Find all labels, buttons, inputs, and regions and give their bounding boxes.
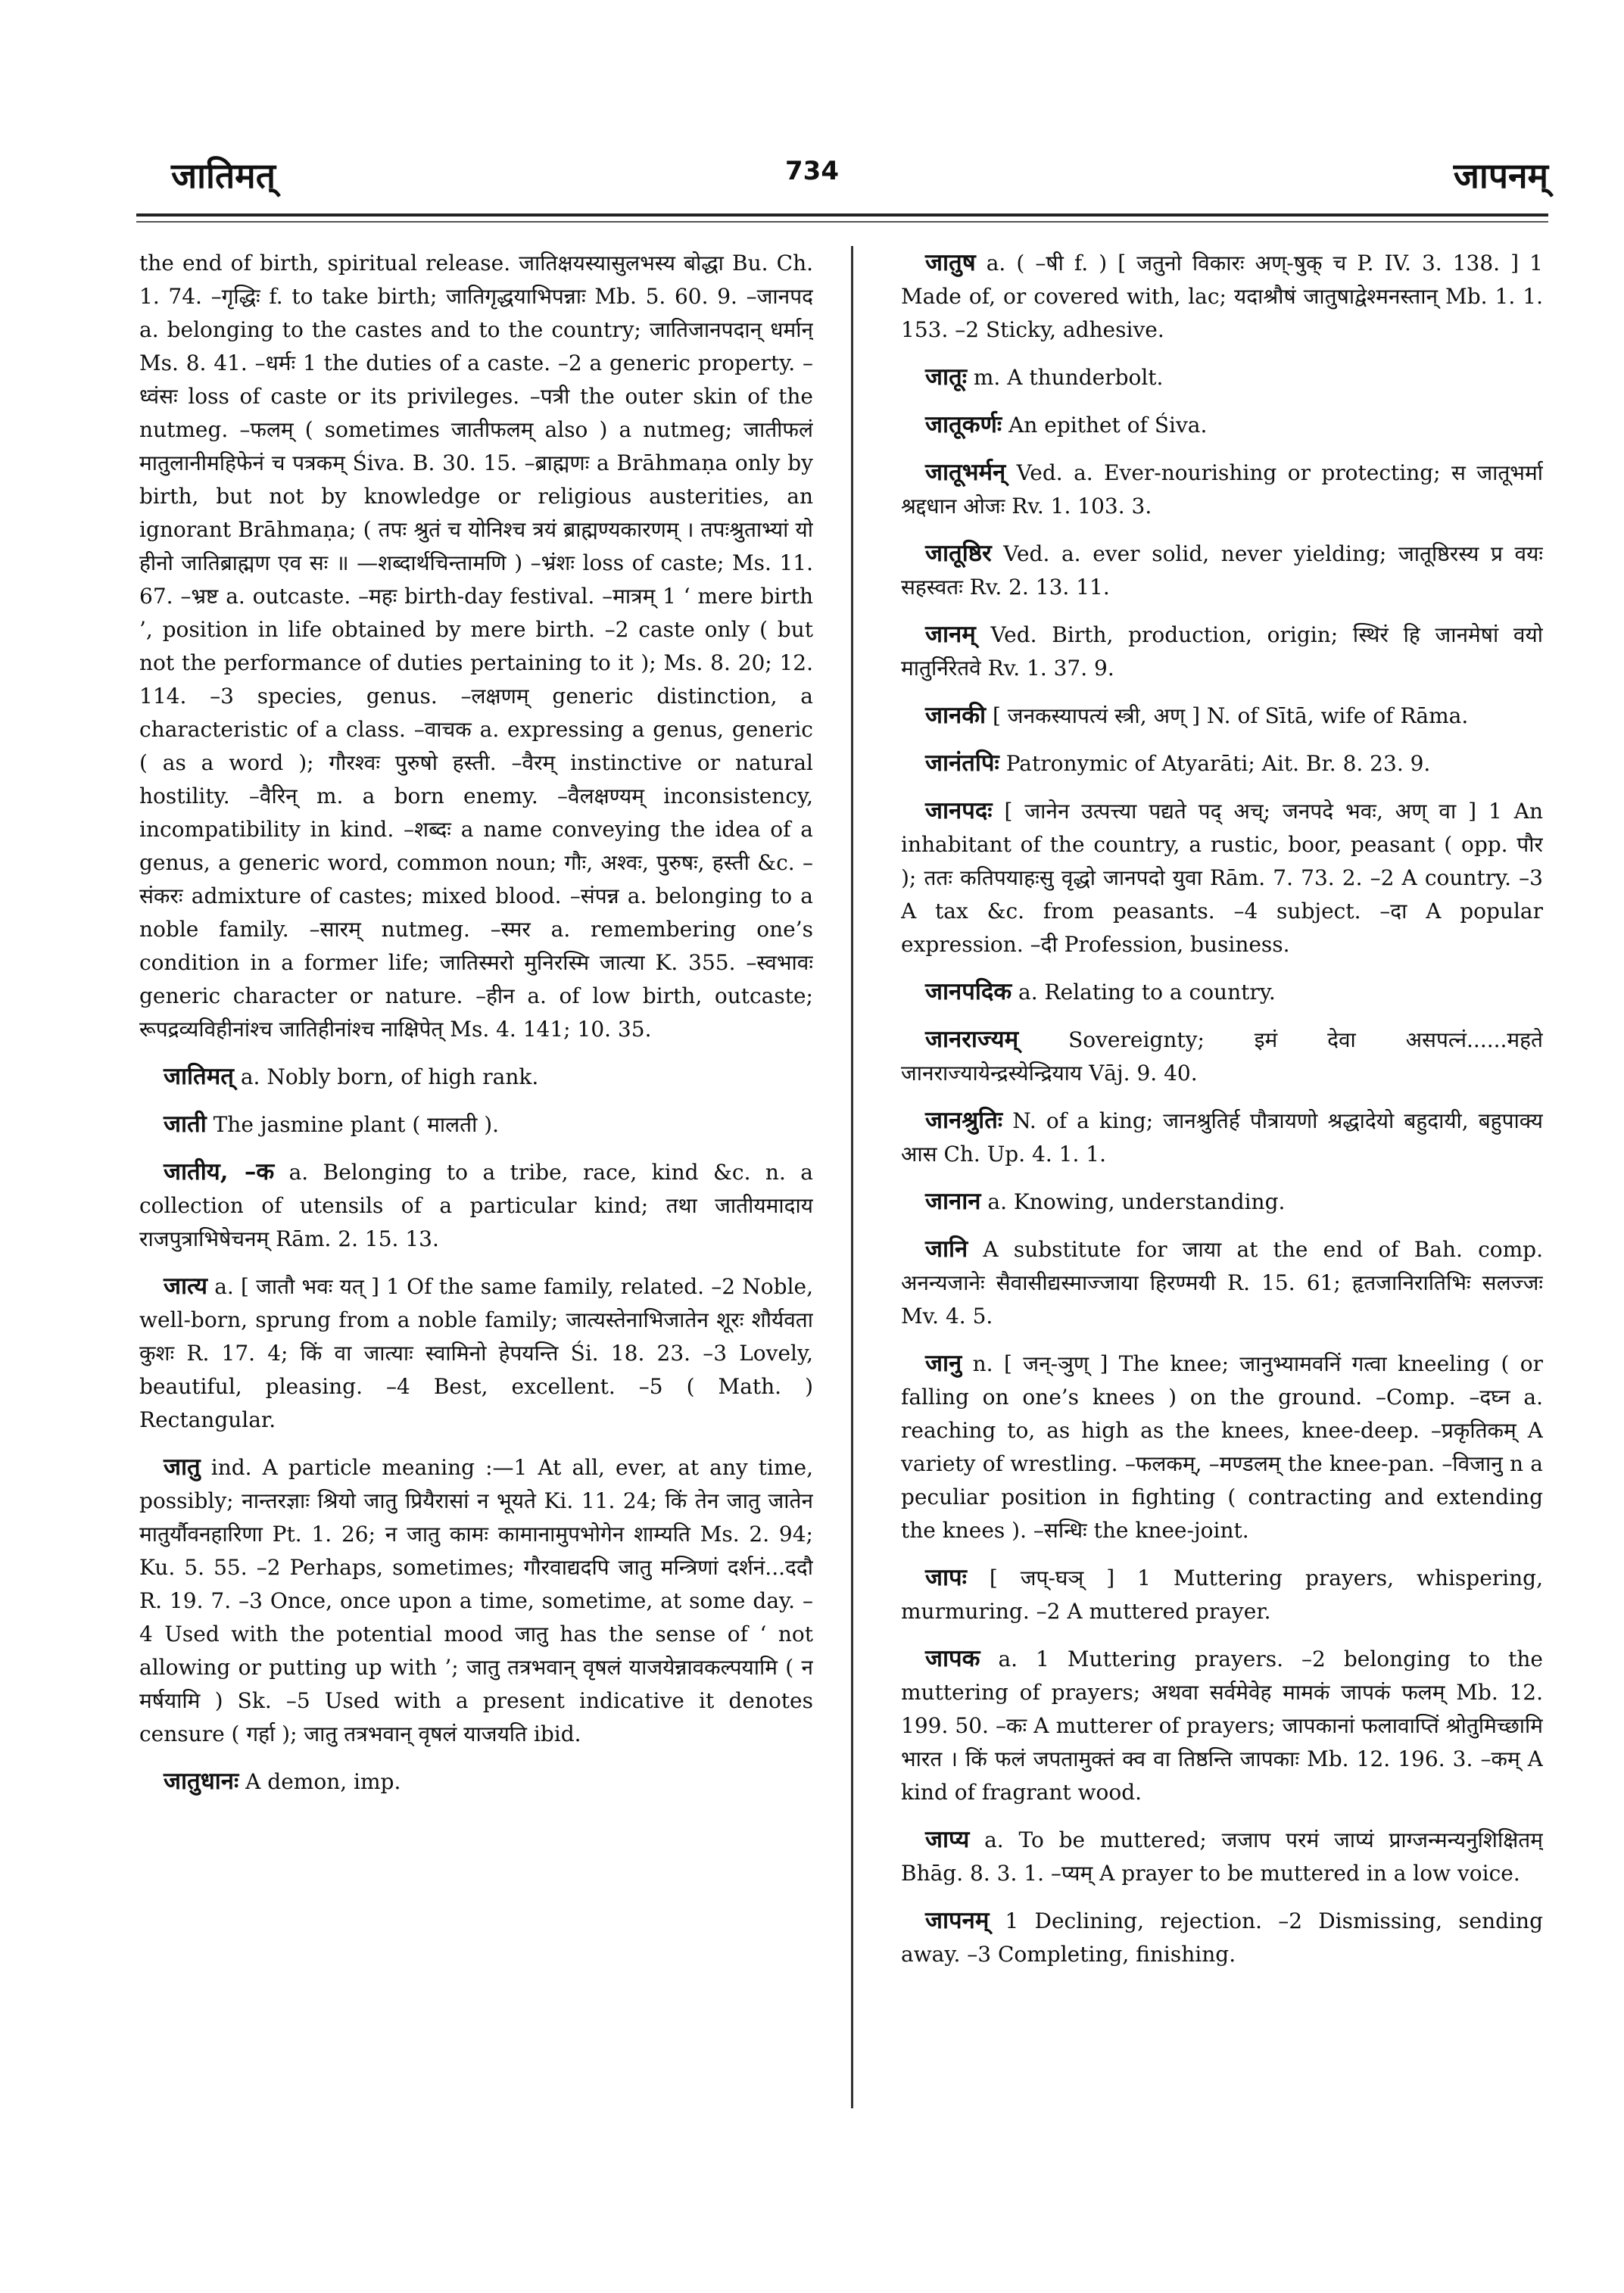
headword: जातु — [164, 1453, 201, 1481]
entry-text: a. Nobly born, of high rank. — [233, 1064, 539, 1089]
entry-text: [ जप्-घञ् ] 1 Muttering prayers, whispering, murmuring. –2 A muttered prayer. — [901, 1566, 1543, 1624]
entry-text: a. ( –षी f. ) [ जतुनो विकारः अण्-षुक् च P. IV. 3. 138. ] 1 Made of, or covered with, lac; यदाश्रौषं जातुषाद्वेश्मनस्तान् Mb. 1. 1. 153. –2 Sticky, adhesive. — [901, 251, 1543, 342]
entry — [139, 1108, 813, 1142]
entry — [139, 1765, 813, 1799]
headword: जानान — [925, 1188, 981, 1215]
entry — [901, 746, 1543, 780]
headword: जानपदिक — [925, 978, 1012, 1005]
entry — [901, 408, 1543, 442]
headword: जातुष — [925, 249, 976, 276]
entry-text: The jasmine plant ( मालती ). — [206, 1112, 500, 1137]
entry — [901, 1023, 1543, 1090]
guide-word-left: जातिमत् — [171, 155, 276, 196]
entry-text: An epithet of Śiva. — [1002, 413, 1208, 438]
entry-text: Ved. Birth, production, origin; स्थिरं हि जानमेषां वयो मातुर्निरेतवे Rv. 1. 37. 9. — [901, 622, 1543, 681]
left-column — [139, 246, 813, 2267]
entry — [901, 1104, 1543, 1171]
entry-text: 1 Declining, rejection. –2 Dismissing, sending away. –3 Completing, finishing. — [901, 1908, 1543, 1967]
entry — [139, 246, 813, 1046]
entry-text: ind. A particle meaning :—1 At all, ever, at any time, possibly; नान्तरज्ञाः श्रियो जातु प्रियैरासां न भूयते Ki. 11. 24; किं तेन जातु जातेन मातुर्यौवनहारिणा Pt. 1. 26; न जातु कामः कामानामुपभोगेन शाम्यति Ms. 2. 94; Ku. 5. 55. –2 Perhaps, sometimes; गौरवाद्यदपि जातु मन्त्रिणां दर्शनं...ददौ R. 19. 7. –3 Once, once upon a time, sometime, at some day. –4 Used with the potential mood जातु has the sense of ‘ not allowing or putting up with ’; जातु तत्रभवान् वृषलं याजयेन्नावकल्पयामि ( न मर्षयामि ) Sk. –5 Used with a present indicative it denotes censure ( गर्हा ); जातु तत्रभवान् वृषलं याजयति ibid. — [139, 1455, 813, 1746]
headword: जानि — [925, 1235, 968, 1263]
entry-text: Ved. a. ever solid, never yielding; जातूष्ठिरस्य प्र वयः सहस्वतः Rv. 2. 13. 11. — [901, 541, 1543, 600]
headword: जातूभर्मन् — [925, 459, 1006, 486]
entry-text: a. [ जातौ भवः यत् ] 1 Of the same family, related. –2 Noble, well-born, sprung from a noble family; जात्यस्तेनाभिजातेन शूरः शौर्यवता कुशः R. 17. 4; किं वा जात्याः स्वामिनो हेपयन्ति Śi. 18. 23. –3 Lovely, beautiful, pleasing. –4 Best, excellent. –5 ( Math. ) Rectangular. — [139, 1274, 813, 1432]
header-rule — [136, 213, 1548, 217]
entry — [901, 1642, 1543, 1809]
entry — [901, 618, 1543, 685]
headword: जानपदः — [925, 797, 993, 824]
entry-text: A demon, imp. — [238, 1769, 401, 1794]
entry-text: a. 1 Muttering prayers. –2 belonging to the muttering of prayers; अथवा सर्वमेवेह मामकं जापकं फलम् Mb. 12. 199. 50. –कः A mutterer of prayers; जापकानां फलावाप्तिं श्रोतुमिच्छामि भारत । किं फलं जपतामुक्तं क्व वा तिष्ठन्ति जापकाः Mb. 12. 196. 3. –कम् A kind of fragrant wood. — [901, 1647, 1543, 1805]
guide-word-right: जापनम् — [1453, 155, 1548, 196]
headword: जापः — [925, 1564, 967, 1591]
headword: जानकी — [925, 702, 987, 729]
headword: जापनम् — [925, 1907, 990, 1934]
headword: जापक — [925, 1645, 980, 1672]
entry — [901, 1823, 1543, 1890]
entry — [139, 1450, 813, 1751]
entry — [901, 537, 1543, 604]
entry — [901, 1347, 1543, 1547]
headword: जातुधानः — [164, 1768, 239, 1795]
headword: जानराज्यम् — [925, 1026, 1019, 1053]
headword: जातूष्ठिर — [925, 540, 992, 567]
entry-text: a. Belonging to a tribe, race, kind &c. n. a collection of utensils of a particular kind; तथा जातीयमादाय राजपुत्राभिषेचनम् Rām. 2. 15. 13. — [139, 1160, 813, 1251]
page-number: 734 — [785, 156, 839, 186]
entry-text: Patronymic of Atyarāti; Ait. Br. 8. 23. 9. — [999, 751, 1431, 776]
entry — [901, 360, 1543, 394]
entry-text: [ जनकस्यापत्यं स्त्री, अण् ] N. of Sītā, wife of Rāma. — [986, 703, 1469, 728]
headword: जानम् — [925, 621, 976, 648]
entry — [901, 246, 1543, 347]
headword: जाप्य — [925, 1826, 970, 1853]
headword: जातीय, –क — [164, 1158, 275, 1185]
entry-text: a. Relating to a country. — [1011, 980, 1276, 1005]
headword: जाती — [164, 1111, 207, 1138]
entry — [139, 1060, 813, 1094]
headword: जानश्रुतिः — [925, 1107, 1003, 1134]
headword: जातूः — [925, 363, 967, 391]
entry-text: [ जानेन उत्पत्त्या पद्यते पद् अच्; जनपदे भवः, अण् वा ] 1 An inhabitant of the country, a rustic, boor, peasant ( opp. पौर ); ततः कतिपयाहःसु वृद्धो जानपदो युवा Rām. 7. 73. 2. –2 A country. –3 A tax &c. from peasants. –4 subject. –दा A popular expression. –दी Profession, business. — [901, 799, 1543, 957]
entry-text: Sovereignty; इमं देवा असपत्नं......महते जानराज्यायेन्द्रस्येन्द्रियाय Vāj. 9. 40. — [901, 1027, 1543, 1086]
entry — [901, 1232, 1543, 1333]
headword: जातूकर्णः — [925, 411, 1002, 438]
entry-text: Ved. a. Ever-nourishing or protecting; स जातूभर्मा श्रद्दधान ओजः Rv. 1. 103. 3. — [901, 460, 1543, 519]
entry — [901, 1561, 1543, 1628]
headword: जात्य — [164, 1273, 208, 1300]
entry-text: a. Knowing, understanding. — [980, 1189, 1286, 1214]
entry — [901, 975, 1543, 1009]
entry-text: m. A thunderbolt. — [966, 365, 1164, 390]
entry-text: N. of a king; जानश्रुतिर्ह पौत्रायणो श्रद्धादेयो बहुदायी, बहुपाक्य आस Ch. Up. 4. 1. 1. — [901, 1108, 1543, 1167]
entry-text: A substitute for जाया at the end of Bah. comp. अनन्यजानेः सैवासीद्यस्माज्जाया हिरण्मयी R. 15. 61; हृतजानिरातिभिः सलज्जः Mv. 4. 5. — [901, 1237, 1543, 1329]
right-column — [901, 246, 1543, 2267]
entry — [901, 699, 1543, 733]
entry — [901, 1904, 1543, 1971]
headword: जानु — [925, 1350, 962, 1377]
entry — [901, 794, 1543, 961]
entry — [901, 1185, 1543, 1219]
column-divider — [851, 246, 853, 2108]
entry-text: n. [ जन्-ञुण् ] The knee; जानुभ्यामवनिं गत्वा kneeling ( or falling on one’s knees ) on the ground. –Comp. –दघ्न a. reaching to, as high as the knees, knee-deep. –प्रकृतिकम् A variety of wrestling. –फलकम्, –मण्डलम् the knee-pan. –विजानु n a peculiar position in fighting ( contracting and extending the knees ). –सन्धिः the knee-joint. — [901, 1351, 1543, 1543]
headword: जातिमत् — [164, 1063, 234, 1090]
header-rule-thin — [136, 221, 1548, 223]
entry — [139, 1270, 813, 1437]
entry-text: the end of birth, spiritual release. जातिक्षयस्यासुलभस्य बोद्धा Bu. Ch. 1. 74. –गृद्धिः f. to take birth; जातिगृद्धयाभिपन्नाः Mb. 5. 60. 9. –जानपद a. belonging to the castes and to the country; जातिजानपदान् धर्मान् Ms. 8. 41. –धर्मः 1 the duties of a caste. –2 a generic property. –ध्वंसः loss of caste or its privileges. –पत्री the outer skin of the nutmeg. –फलम् ( sometimes जातीफलम् also ) a nutmeg; जातीफलं मातुलानीमहिफेनं च पत्रकम् Śiva. B. 30. 15. –ब्राह्मणः a Brāhmaṇa only by birth, but not by knowledge or religious austerities, an ignorant Brāhmaṇa; ( तपः श्रुतं च योनिश्च त्रयं ब्राह्मण्यकारणम् । तपःश्रुताभ्यां यो हीनो जातिब्राह्मण एव सः ॥ —शब्दार्थचिन्तामणि ) –भ्रंशः loss of caste; Ms. 11. 67. –भ्रष्ट a. outcaste. –महः birth-day festival. –मात्रम् 1 ‘ mere birth ’, position in life obtained by mere birth. –2 caste only ( but not the performance of duties pertaining to it ); Ms. 8. 20; 12. 114. –3 species, genus. –लक्षणम् generic distinction, a characteristic of a class. –वाचक a. expressing a genus, generic ( as a word ); गौरश्वः पुरुषो हस्ती. –वैरम् instinctive or natural hostility. –वैरिन् m. a born enemy. –वैलक्षण्यम् inconsistency, incompatibility in kind. –शब्दः a name conveying the idea of a genus, a generic word, common noun; गौः, अश्वः, पुरुषः, हस्ती &c. –संकरः admixture of castes; mixed blood. –संपन्न a. belonging to a noble family. –सारम् nutmeg. –स्मर a. remembering one’s condition in a former life; जातिस्मरो मुनिरस्मि जात्या K. 355. –स्वभावः generic character or nature. –हीन a. of low birth, outcaste; रूपद्रव्यविहीनांश्च जातिहीनांश्च नाक्षिपेत् Ms. 4. 141; 10. 35. — [139, 251, 813, 1042]
entry — [139, 1155, 813, 1256]
headword: जानंतपिः — [925, 749, 999, 777]
entry — [901, 456, 1543, 523]
entry-text: a. To be muttered; जजाप परमं जाप्यं प्राग्जन्मन्यनुशिक्षितम् Bhāg. 8. 3. 1. –प्यम् A prayer to be muttered in a low voice. — [901, 1827, 1543, 1886]
